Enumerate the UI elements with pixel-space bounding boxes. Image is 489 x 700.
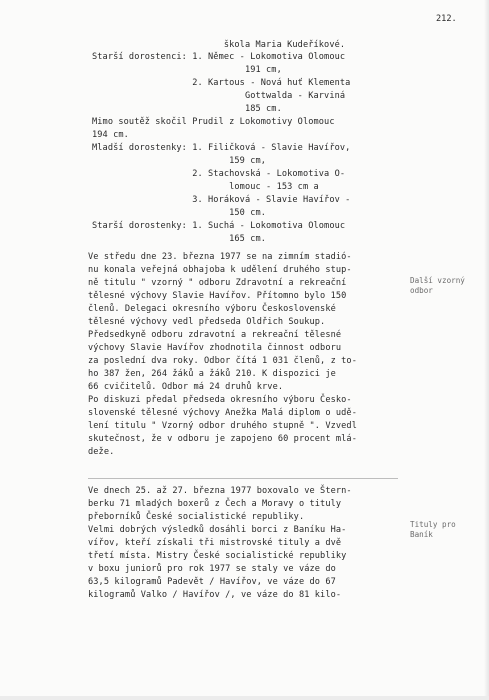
text-line: 191 cm, <box>92 65 282 75</box>
text-line: nu konala veřejná obhajoba k udělení druhého stup- <box>88 265 352 275</box>
section-divider <box>88 478 398 479</box>
text-line: Velmi dobrých výsledků dosáhli borci z Baníku Ha- <box>88 525 347 535</box>
text-line: škola Maria Kudeříkové. <box>92 40 346 50</box>
text-line: lení titulu " Vzorný odbor druhého stupně ". Vzvedl <box>88 421 357 431</box>
text-line: Mimo soutěž skočil Prudil z Lokomotivy Olomouc <box>92 117 335 127</box>
text-line: přeborníků České socialistické republiky. <box>88 512 305 522</box>
text-line: tělesné výchovy Slavie Havířov. Přítomno bylo 150 <box>88 291 347 301</box>
text-line: Mladší dorostenky: 1. Filičková - Slavie Havířov, <box>92 143 351 153</box>
text-line: vířov, kteří získali tři mistrovské tituly a dvě <box>88 538 342 548</box>
text-line: v boxu juniorů pro rok 1977 se staly ve váze do <box>88 564 336 574</box>
text-line: 185 cm. <box>92 104 282 114</box>
text-line: Starší dorostenky: 1. Suchá - Lokomotiva Olomouc <box>92 221 346 231</box>
text-line: skutečnost, že v odboru je zapojeno 60 procent mlá- <box>88 434 357 444</box>
text-line: ně titulu " vzorný " odboru Zdravotní a rekreační <box>88 278 347 288</box>
text-line: Ve dnech 25. až 27. března 1977 boxovalo ve Štern- <box>88 486 352 496</box>
text-line: slovenské tělesné výchovy Anežka Malá diplom o udě- <box>88 408 357 418</box>
text-line: Ve středu dne 23. března 1977 se na zimním stadió- <box>88 252 352 262</box>
text-line: 66 cvičitelů. Odbor má 24 druhů krve. <box>88 382 284 392</box>
text-line: třetí místa. Mistry České socialistické republiky <box>88 551 347 561</box>
text-line: výchovy Slavie Havířov zhodnotila činnost odboru <box>88 343 342 353</box>
text-line: ho 387 žen, 264 žáků a žáků 210. K dispozici je <box>88 369 336 379</box>
text-line: berku 71 mladých boxerů z Čech a Moravy o tituly <box>88 499 342 509</box>
text-line: Starší dorostenci: 1. Němec - Lokomotiva Olomouc <box>92 52 346 62</box>
text-line: kilogramů Valko / Havířov /, ve váze do 81 kilo- <box>88 590 342 600</box>
page-number: 212. <box>436 14 457 24</box>
text-line: 63,5 kilogramů Padevět / Havířov, ve váze do 67 <box>88 577 336 587</box>
page-bottom-edge <box>0 696 489 700</box>
text-line: Předsedkyně odboru zdravotní a rekreační tělesné <box>88 330 342 340</box>
text-line: Gottwalda - Karviná <box>92 91 346 101</box>
text-line: 2. Stachovská - Lokomotiva O- <box>92 169 346 179</box>
text-line: deže. <box>88 447 115 457</box>
text-line: členů. Delegaci okresního výboru Československé <box>88 304 336 314</box>
text-line: 159 cm, <box>92 156 267 166</box>
margin-note-vzorny-odbor: Další vzorný odbor <box>410 276 465 295</box>
text-line: 3. Horáková - Slavie Havířov - <box>92 195 351 205</box>
text-line: 165 cm. <box>92 234 267 244</box>
text-line: za poslední dva roky. Odbor čítá 1 031 členů, z to- <box>88 356 357 366</box>
text-line: 2. Kartous - Nová huť Klementa <box>92 78 351 88</box>
text-line: Po diskuzi předal předseda okresního výboru Česko- <box>88 395 352 405</box>
text-line: lomouc - 153 cm a <box>92 182 319 192</box>
text-line: tělesné výchovy vedl předseda Oldřich Soukup. <box>88 317 326 327</box>
text-line: 194 cm. <box>92 130 129 140</box>
page-edge-shadow <box>484 0 489 700</box>
margin-note-tituly-banik: Tituly pro Baník <box>410 520 456 539</box>
text-line: 150 cm. <box>92 208 267 218</box>
